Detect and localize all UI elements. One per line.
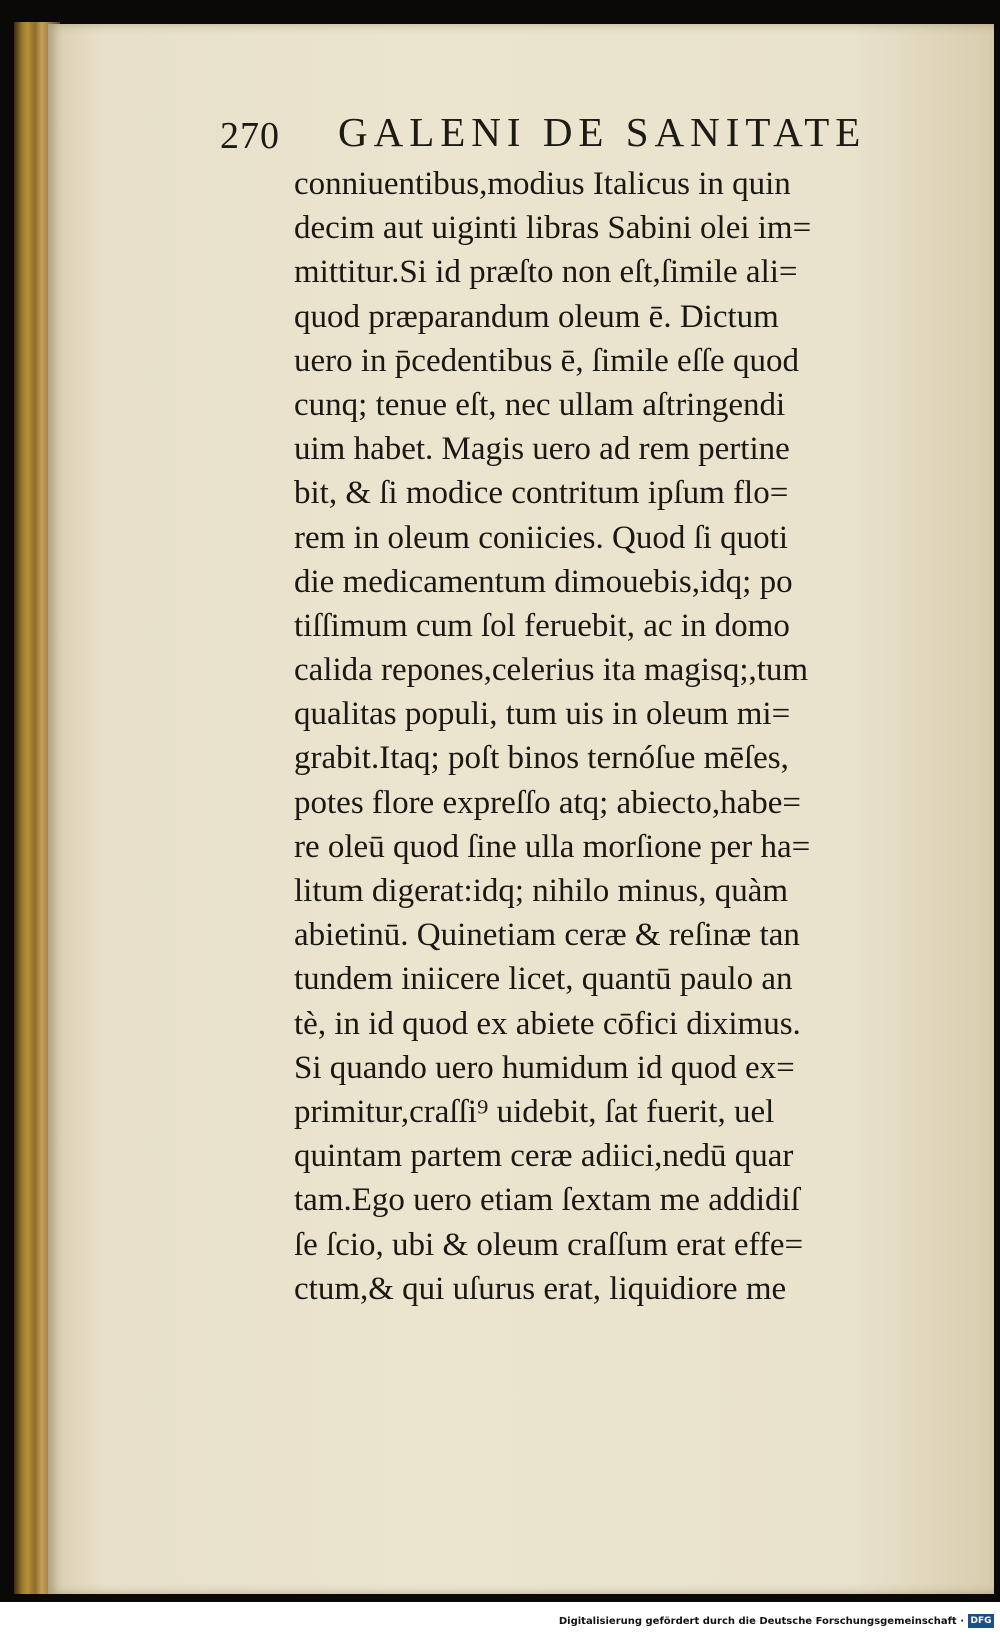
text-line: Si quando uero humidum id quod ex=	[294, 1049, 795, 1086]
text-line: uim habet. Magis uero ad rem pertine	[294, 431, 790, 468]
page-number: 270	[220, 115, 280, 157]
text-line: quod præparandum oleum ē. Dictum	[294, 298, 779, 335]
running-head: GALENI DE SANITATE	[338, 109, 867, 155]
text-line: potes flore expreſſo atq; abiecto,habe=	[294, 784, 801, 821]
text-line: die medicamentum dimouebis,idq; po	[294, 563, 793, 600]
text-line: uero in p̄cedentibus ē, ſimile eſſe quod	[294, 342, 799, 379]
text-line: re oleū quod ſine ulla morſione per ha=	[294, 828, 811, 865]
text-line: tundem iniicere licet, quantū paulo an	[294, 961, 793, 998]
text-line: decim aut uiginti libras Sabini olei im=	[294, 210, 812, 247]
text-line: conniuentibus,modius Italicus in quin	[294, 166, 791, 202]
text-line: tam.Ego uero etiam ſextam me addidiſ	[294, 1182, 800, 1219]
text-line: qualitas populi, tum uis in oleum mi=	[294, 696, 791, 733]
text-line: quintam partem ceræ adiici,nedū quar	[294, 1138, 794, 1175]
text-line: tiſſimum cum ſol feruebit, ac in domo	[294, 607, 790, 644]
text-line: ſe ſcio, ubi & oleum craſſum erat effe=	[294, 1226, 804, 1263]
dfg-logo-icon: DFG	[968, 1614, 994, 1628]
text-line: bit, & ſi modice contritum ipſum flo=	[294, 475, 789, 512]
page-header	[220, 108, 920, 168]
text-line: litum digerat:idq; nihilo minus, quàm	[294, 873, 789, 909]
body-text	[294, 162, 944, 1311]
text-line: cunq; tenue eſt, nec ullam aſtringendi	[294, 386, 786, 423]
text-line: primitur,craſſi⁹ uidebit, ſat fuerit, uel	[294, 1093, 775, 1130]
text-line: calida repones,celerius ita magisq;,tum	[294, 652, 809, 689]
footer-credit: Digitalisierung gefördert durch die Deutsche Forschungsgemeinschaft ·	[558, 1616, 964, 1627]
text-line: grabit.Itaq; poſt binos ternóſue mēſes,	[294, 740, 789, 777]
text-line: tè, in id quod ex abiete cōfici diximus.	[294, 1005, 801, 1042]
text-line: rem in oleum coniicies. Quod ſi quoti	[294, 519, 789, 556]
text-line: abietinū. Quinetiam ceræ & reſinæ tan	[294, 917, 800, 954]
text-line: ctum,& qui uſurus erat, liquidiore me	[294, 1270, 787, 1307]
text-line: mittitur.Si id præſto non eſt,ſimile ali=	[294, 254, 798, 291]
